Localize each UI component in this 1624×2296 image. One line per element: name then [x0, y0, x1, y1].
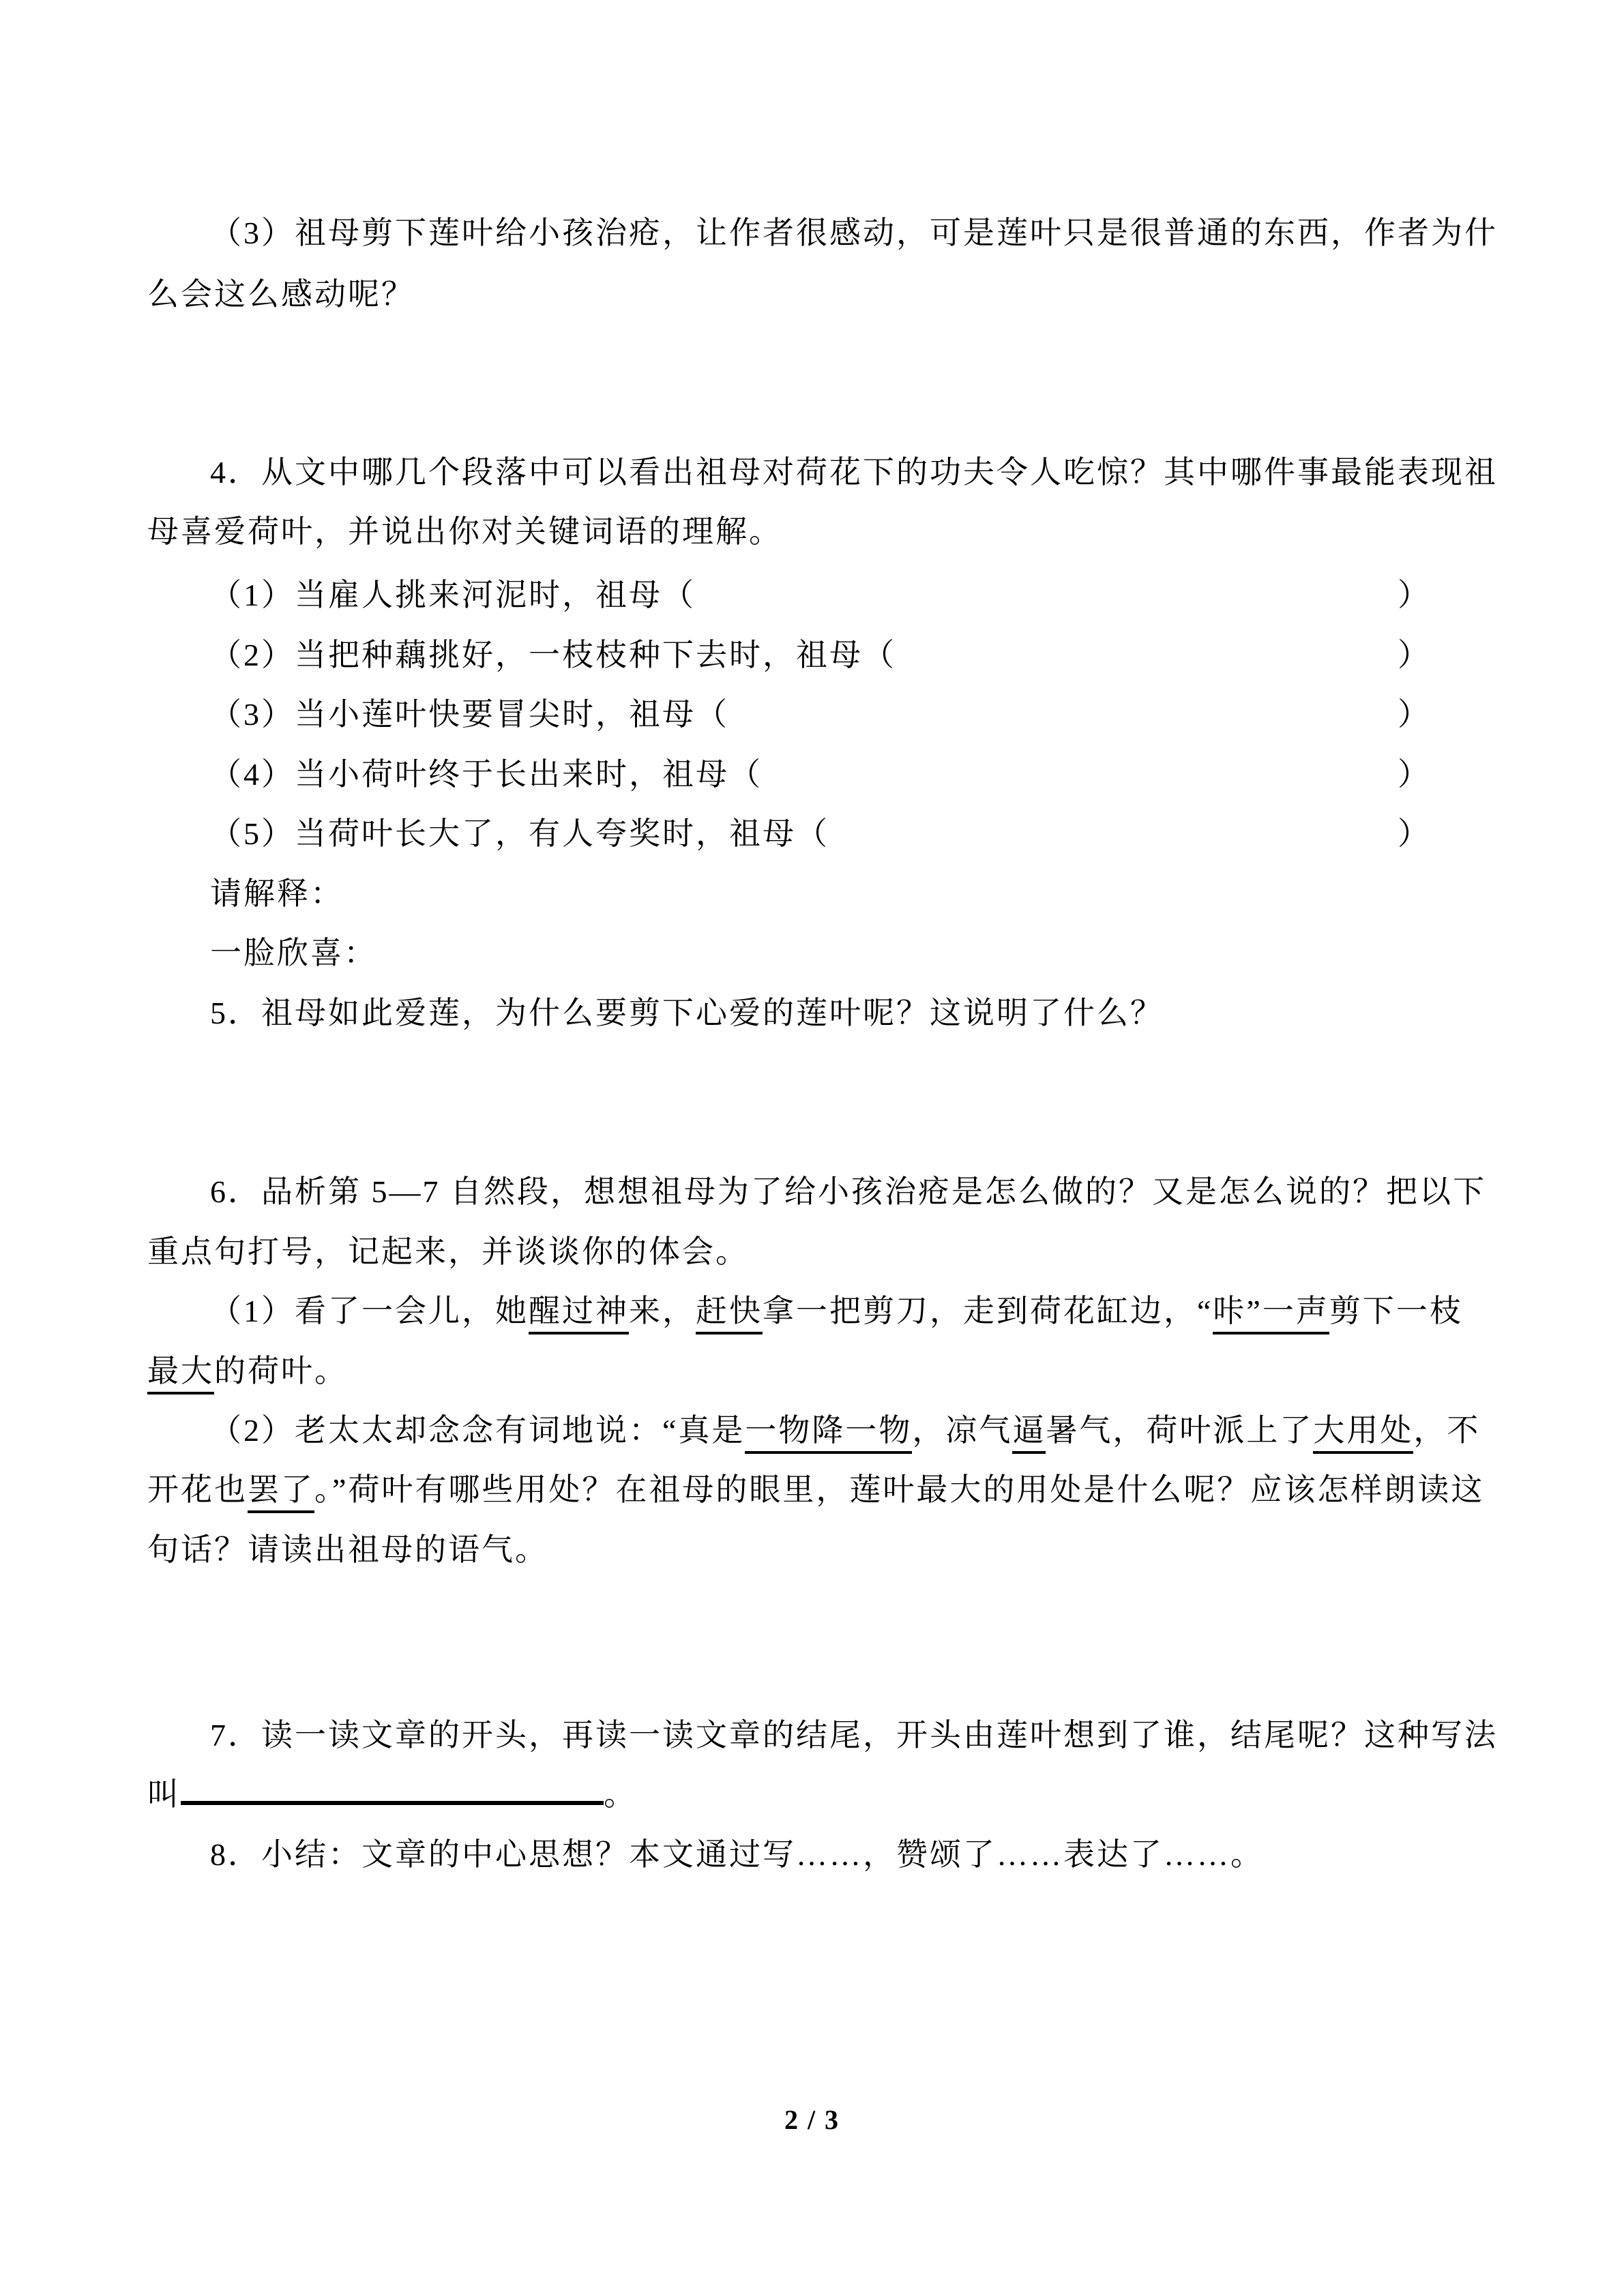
- q4-stem-line1: [210, 452, 1498, 493]
- q3-text-line1: [210, 213, 1498, 254]
- q4-item-1-close-paren: ）: [1398, 578, 1431, 612]
- q6-sentence2-line2: [147, 1470, 1484, 1510]
- q6-s1l1-seg1-underlined: 醒过神: [529, 1294, 629, 1335]
- q6-s1l1-seg2: 来，: [629, 1294, 696, 1328]
- q6-s1l2-seg1: 的荷叶。: [214, 1354, 348, 1388]
- q6-sentence1-line2: [147, 1351, 348, 1392]
- q6-s2l1-seg2: ，凉气: [912, 1413, 1013, 1448]
- q6-stem-line1: [210, 1172, 1486, 1212]
- q4-stem-line2-text: 母喜爱荷叶，并说出你对关键词语的理解。: [147, 514, 782, 549]
- q4-item-3-text: （3）当小莲叶快要冒尖时，祖母（: [210, 697, 729, 732]
- q4-item-5: [210, 814, 1431, 854]
- q6-s1l1-seg6: 剪下一枝: [1329, 1294, 1463, 1328]
- page-number-text: 2 / 3: [784, 2104, 840, 2135]
- q4-phrase-label-text: 一脸欣喜：: [210, 936, 377, 970]
- q4-item-5-text: （5）当荷叶长大了，有人夸奖时，祖母（: [210, 816, 829, 851]
- q4-phrase-label: [210, 933, 377, 974]
- q6-s1l1-seg3-underlined: 赶快: [696, 1294, 763, 1335]
- q8-stem-text: 8．小结：文章的中心思想？本文通过写……，赞颂了……表达了……。: [210, 1837, 1264, 1872]
- q6-s2l2-seg2: 。”荷叶有哪些用处？在祖母的眼里，莲叶最大的用处是什么呢？应该怎样朗读这: [314, 1472, 1485, 1507]
- q5-stem: [210, 993, 1164, 1034]
- q4-item-3: [210, 694, 1431, 735]
- q6-s2l1-seg4: 暑气，荷叶派上了: [1046, 1413, 1314, 1448]
- q6-stem-line1-text: 6．品析第 5—7 自然段，想想祖母为了给小孩治疮是怎么做的？又是怎么说的？把以下: [210, 1174, 1486, 1209]
- q4-item-2: [210, 635, 1431, 676]
- q6-s2l1-seg5-underlined: 大用处: [1313, 1413, 1413, 1454]
- q4-explain-label-text: 请解释：: [210, 876, 344, 911]
- q6-s1l1-seg0: （1）看了一会儿，她: [210, 1294, 529, 1328]
- q6-s2l1-seg6: ，不: [1413, 1413, 1481, 1448]
- q7-blank-prefix: 叫: [147, 1777, 181, 1812]
- q7-blank-suffix: 。: [604, 1777, 637, 1812]
- q4-stem-line2: [147, 511, 782, 552]
- q4-item-2-text: （2）当把种藕挑好，一枝枝种下去时，祖母（: [210, 638, 896, 672]
- page-number: [0, 2104, 1624, 2136]
- q6-s2l1-seg1-underlined: 一物降一物: [745, 1413, 912, 1454]
- q7-blank-line: [147, 1774, 637, 1815]
- q6-s1l1-seg5-underlined: 咔”一声: [1213, 1294, 1329, 1335]
- q4-stem-line1-text: 4．从文中哪几个段落中可以看出祖母对荷花下的功夫令人吃惊？其中哪件事最能表现祖: [210, 455, 1498, 490]
- q3-line1-text: （3）祖母剪下莲叶给小孩治疮，让作者很感动，可是莲叶只是很普通的东西，作者为什: [210, 215, 1498, 250]
- q4-item-5-close-paren: ）: [1398, 816, 1431, 851]
- q4-explain-label: [210, 874, 344, 914]
- q4-item-1: [210, 575, 1431, 616]
- q6-s2l2-seg1-underlined: 罢了: [248, 1472, 314, 1513]
- q4-item-2-close-paren: ）: [1398, 638, 1431, 672]
- q6-sentence2-line1: [210, 1410, 1480, 1451]
- q6-s2l1-seg0: （2）老太太却念念有词地说：“真是: [210, 1413, 745, 1448]
- q4-item-4: [210, 754, 1431, 795]
- q4-item-4-text: （4）当小荷叶终于长出来时，祖母（: [210, 757, 763, 792]
- q7-stem-line1: [210, 1715, 1498, 1756]
- q8-stem: [210, 1834, 1264, 1875]
- q7-stem-line1-text: 7．读一读文章的开头，再读一读文章的结尾，开头由莲叶想到了谁，结尾呢？这种写法: [210, 1718, 1498, 1753]
- q4-item-3-close-paren: ）: [1398, 697, 1431, 732]
- q6-s2l2-seg0: 开花也: [147, 1472, 248, 1507]
- q6-s2l1-seg3-underlined: 逼: [1012, 1413, 1046, 1454]
- q4-item-4-close-paren: ）: [1398, 757, 1431, 792]
- q6-sentence1-line1: [210, 1291, 1463, 1332]
- q6-stem-line2: [147, 1232, 749, 1272]
- q6-stem-line2-text: 重点句打号，记起来，并谈谈你的体会。: [147, 1234, 749, 1269]
- q7-answer-blank: [181, 1795, 604, 1805]
- q6-s1l1-seg4: 拿一把剪刀，走到荷花缸边，“: [763, 1294, 1213, 1328]
- q6-s1l2-seg0-underlined: 最大: [147, 1354, 214, 1395]
- q4-item-1-text: （1）当雇人挑来河泥时，祖母（: [210, 578, 696, 612]
- q3-text-line2: [147, 274, 415, 315]
- q5-stem-text: 5．祖母如此爱莲，为什么要剪下心爱的莲叶呢？这说明了什么？: [210, 996, 1164, 1030]
- q6-sentence2-line3: [147, 1530, 548, 1570]
- q3-line2-text: 么会这么感动呢？: [147, 277, 415, 312]
- q6-s2l3-text: 句话？请读出祖母的语气。: [147, 1532, 548, 1567]
